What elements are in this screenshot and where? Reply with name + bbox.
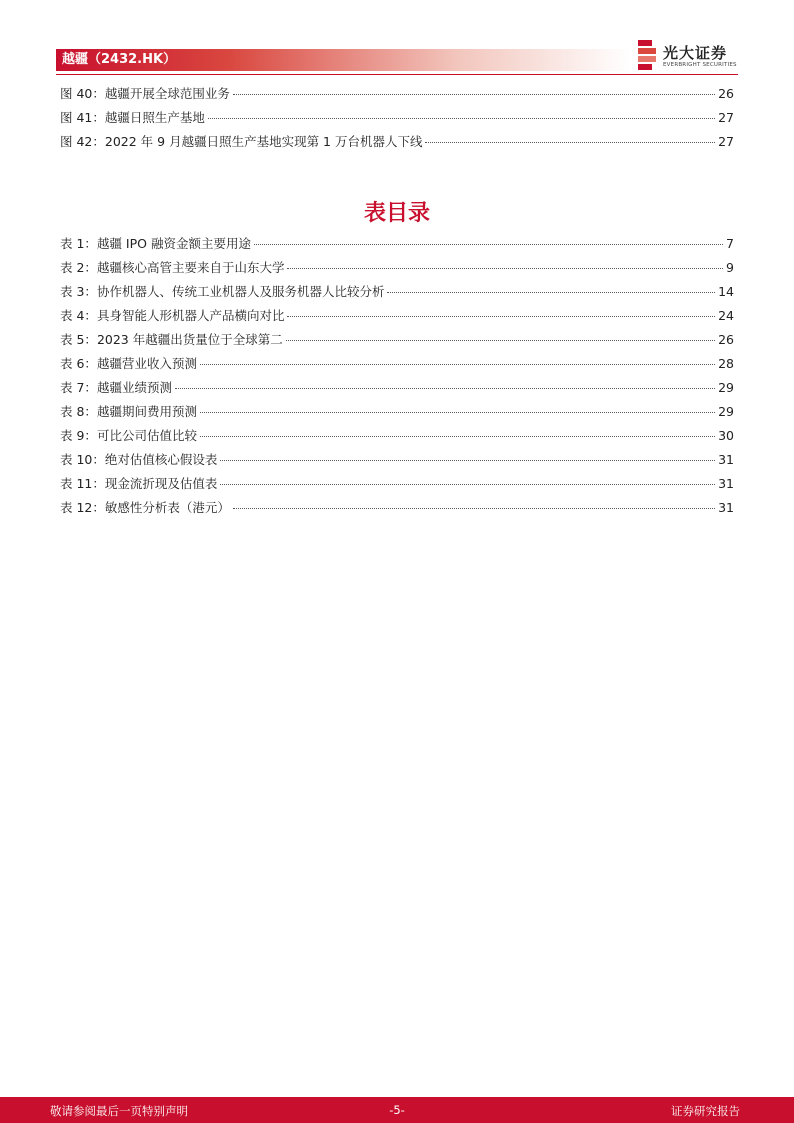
toc-entry-page: 29 [718, 380, 734, 395]
toc-leader-dots [200, 411, 715, 413]
toc-entry-page: 31 [718, 500, 734, 515]
toc-entry-number: 表 3： [60, 284, 97, 299]
toc-entry-page: 27 [718, 110, 734, 125]
company-logo [638, 40, 738, 72]
toc-entry-label: 具身智能人形机器人产品横向对比 [96, 308, 285, 323]
toc-entry-number: 表 2： [60, 260, 97, 275]
toc-leader-dots [254, 243, 723, 245]
footer-report-type: 证券研究报告 [671, 1104, 740, 1118]
toc-entry-label: 越疆期间费用预测 [96, 404, 197, 419]
everbright-logo-icon [638, 40, 658, 70]
table-list-title: 表目录 [363, 201, 430, 226]
toc-entry[interactable] [60, 378, 734, 402]
toc-leader-dots [220, 459, 715, 461]
header-divider [56, 74, 738, 75]
toc-entry-page: 26 [718, 332, 734, 347]
toc-entry[interactable] [60, 354, 734, 378]
toc-entry[interactable] [60, 108, 734, 132]
toc-entry-label: 现金流折现及估值表 [104, 476, 218, 491]
toc-entry-number: 表 7： [60, 380, 97, 395]
toc-leader-dots [233, 507, 715, 509]
toc-entry-page: 31 [718, 476, 734, 491]
toc-leader-dots [175, 387, 715, 389]
toc-entry-number: 表 11： [60, 476, 105, 491]
toc-entry[interactable] [60, 450, 734, 474]
toc-entry-page: 24 [718, 308, 734, 323]
toc-leader-dots [208, 117, 715, 119]
toc-leader-dots [200, 363, 715, 365]
toc-entry-label: 2023 年越疆出货量位于全球第二 [96, 332, 283, 347]
toc-entry-label: 越疆开展全球范围业务 [104, 86, 230, 101]
toc-entry-number: 表 6： [60, 356, 97, 371]
toc-entry-number: 图 40： [60, 86, 105, 101]
toc-leader-dots [200, 435, 715, 437]
toc-leader-dots [425, 141, 715, 143]
figure-list [60, 84, 734, 156]
toc-entry-number: 表 10： [60, 452, 105, 467]
toc-entry-label: 可比公司估值比较 [96, 428, 197, 443]
toc-entry-page: 31 [718, 452, 734, 467]
toc-entry-label: 越疆 IPO 融资金额主要用途 [96, 236, 251, 251]
toc-entry-page: 26 [718, 86, 734, 101]
logo-text-cn: 光大证券 [663, 44, 728, 62]
toc-entry-label: 越疆日照生产基地 [104, 110, 205, 125]
toc-entry-page: 9 [726, 260, 734, 275]
toc-entry-number: 表 5： [60, 332, 97, 347]
toc-entry-label: 绝对估值核心假设表 [104, 452, 218, 467]
toc-entry[interactable] [60, 282, 734, 306]
table-list [60, 234, 734, 522]
toc-leader-dots [287, 267, 723, 269]
toc-entry-number: 表 4： [60, 308, 97, 323]
toc-entry-page: 7 [726, 236, 734, 251]
toc-entry-page: 27 [718, 134, 734, 149]
toc-entry[interactable] [60, 330, 734, 354]
toc-entry-label: 2022 年 9 月越疆日照生产基地实现第 1 万台机器人下线 [104, 134, 423, 149]
toc-entry-page: 14 [718, 284, 734, 299]
toc-entry-page: 28 [718, 356, 734, 371]
toc-entry-number: 图 41： [60, 110, 105, 125]
toc-entry[interactable] [60, 132, 734, 156]
toc-entry-label: 越疆营业收入预测 [96, 356, 197, 371]
toc-leader-dots [387, 291, 715, 293]
toc-leader-dots [233, 93, 715, 95]
toc-entry-number: 表 9： [60, 428, 97, 443]
toc-entry-number: 图 42： [60, 134, 105, 149]
toc-entry[interactable] [60, 402, 734, 426]
report-header-title: 越疆（2432.HK） [62, 52, 177, 67]
toc-entry[interactable] [60, 426, 734, 450]
toc-entry-page: 29 [718, 404, 734, 419]
toc-entry-number: 表 1： [60, 236, 97, 251]
logo-text-en: EVERBRIGHT SECURITIES [663, 62, 737, 68]
toc-entry-label: 协作机器人、传统工业机器人及服务机器人比较分析 [96, 284, 385, 299]
toc-leader-dots [286, 339, 715, 341]
toc-leader-dots [220, 483, 715, 485]
toc-entry[interactable] [60, 258, 734, 282]
footer-disclaimer: 敬请参阅最后一页特别声明 [50, 1104, 188, 1118]
toc-entry-label: 越疆业绩预测 [96, 380, 172, 395]
toc-entry[interactable] [60, 306, 734, 330]
toc-entry-page: 30 [718, 428, 734, 443]
toc-entry[interactable] [60, 498, 734, 522]
toc-entry[interactable] [60, 84, 734, 108]
toc-leader-dots [287, 315, 715, 317]
toc-entry-label: 越疆核心高管主要来自于山东大学 [96, 260, 285, 275]
toc-entry-number: 表 12： [60, 500, 105, 515]
toc-entry[interactable] [60, 234, 734, 258]
page-number: -5- [389, 1103, 405, 1117]
toc-entry-number: 表 8： [60, 404, 97, 419]
toc-entry[interactable] [60, 474, 734, 498]
toc-entry-label: 敏感性分析表（港元） [104, 500, 230, 515]
